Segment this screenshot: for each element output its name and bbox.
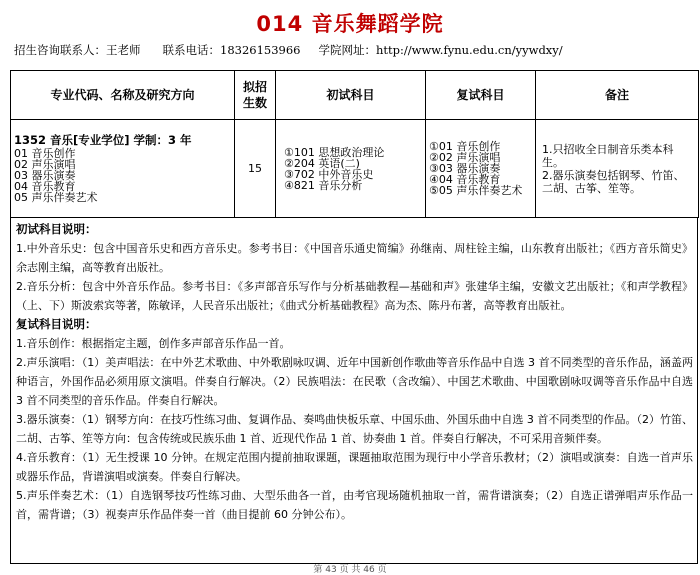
- notes-section: [10, 218, 698, 564]
- header-major: 专业代码、名称及研究方向: [11, 71, 235, 120]
- retest-note-item: 2.声乐演唱：（1）美声唱法：在中外艺术歌曲、中外歌剧咏叹调、近年中国新创作歌曲等音乐作品中自选 3 首不同类型的音乐作品，涵盖两种语言，外国作品必须用原文演唱。伴奏自行解决。（2）民族唱法：在民歌（含改编）、中国艺术歌曲、中国歌剧咏叹调等音乐作品中自选 3 首不同类型的音乐作品。伴奏自行解决。: [16, 356, 693, 407]
- retest-note-item: 1.音乐创作：根据指定主题，创作多声部音乐作品一首。: [16, 337, 291, 350]
- contact-website: 学院网址：http://www.fynu.edu.cn/yywdxy/: [318, 43, 563, 57]
- header-initial-subjects: 初试科目: [276, 71, 426, 120]
- initial-note-item: 2.音乐分析：包含中外音乐作品。参考书目：《多声部音乐写作与分析基础教程—基础和声》张建华主编，安徽文艺出版社；《和声学教程》（上、下）斯波索宾等著，陈敏译，人民音乐出版社；《曲式分析基础教程》高为杰、陈丹布著，高等教育出版社。: [16, 280, 693, 312]
- retest-note-item: 5.声乐伴奏艺术：（1）自选钢琴技巧性练习曲、大型乐曲各一首，由考官现场随机抽取一首，需背谱演奏；（2）自选正谱弹唱声乐作品一首，需背谱；（3）视奏声乐作品伴奏一首（曲目提前 60 分钟公布）。: [16, 489, 693, 521]
- remark-item: 1.只招收全日制音乐类本科生。: [542, 142, 674, 169]
- direction-item: 05 声乐伴奏艺术: [14, 190, 98, 204]
- retest-subject: ⑤05 声乐伴奏艺术: [429, 184, 523, 197]
- retest-subject: ①01 音乐创作: [429, 140, 501, 153]
- initial-subject: ②204 英语(二): [284, 156, 360, 170]
- direction-item: 04 音乐教育: [14, 179, 76, 193]
- retest-subject: ②02 声乐演唱: [429, 151, 501, 164]
- table-header-row: [11, 71, 699, 120]
- header-remarks: 备注: [536, 71, 699, 120]
- retest-notes-title: 复试科目说明：: [16, 317, 97, 331]
- page-footer: 第 43 页 共 46 页: [313, 565, 387, 575]
- initial-notes-title: 初试科目说明：: [16, 222, 97, 236]
- contact-phone: 联系电话：18326153966: [162, 43, 301, 57]
- remark-item: 2.器乐演奏包括钢琴、竹笛、二胡、古筝、笙等。: [542, 168, 685, 195]
- plan-count: 15: [235, 120, 276, 218]
- initial-subject: ④821 音乐分析: [284, 178, 363, 192]
- major-name: 1352 音乐[专业学位] 学制：3 年: [14, 132, 192, 147]
- retest-subjects-cell: [426, 120, 536, 218]
- major-cell: [11, 120, 235, 218]
- direction-item: 03 器乐演奏: [14, 168, 76, 182]
- remarks-cell: [536, 120, 699, 218]
- direction-item: 02 声乐演唱: [14, 157, 76, 171]
- table-row: [11, 120, 699, 218]
- admission-table: [10, 70, 699, 218]
- retest-note-item: 3.器乐演奏：（1）钢琴方向：在技巧性练习曲、复调作品、奏鸣曲快板乐章、中国乐曲、外国乐曲中自选 3 首不同类型的作品。（2）竹笛、二胡、古筝、笙等方向：包含传统或民族乐曲 1 首、近现代作品 1 首、协奏曲 1 首。伴奏自行解决，不可采用音频伴奏。: [16, 413, 693, 445]
- initial-subject: ①101 思想政治理论: [284, 145, 385, 159]
- initial-note-item: 1.中外音乐史：包含中国音乐史和西方音乐史。参考书目：《中国音乐通史简编》孙继南、周柱铨主编，山东教育出版社；《西方音乐简史》余志刚主编，高等教育出版社。: [16, 242, 693, 274]
- header-plan: 拟招生数: [235, 71, 276, 120]
- initial-subject: ③702 中外音乐史: [284, 167, 374, 181]
- header-retest-subjects: 复试科目: [426, 71, 536, 120]
- contact-person: 招生咨询联系人：王老师: [14, 43, 141, 57]
- contact-line: [14, 42, 694, 58]
- retest-note-item: 4.音乐教育：（1）无生授课 10 分钟。在规定范围内提前抽取课题，课题抽取范围为现行中小学音乐教材；（2）演唱或演奏：自选一首声乐或器乐作品，背谱演唱或演奏。伴奏自行解决。: [16, 451, 693, 483]
- retest-subject: ③03 器乐演奏: [429, 162, 501, 175]
- direction-item: 01 音乐创作: [14, 146, 76, 160]
- page-title: 014 音乐舞蹈学院: [256, 12, 444, 36]
- initial-subjects-cell: [276, 120, 426, 218]
- retest-subject: ④04 音乐教育: [429, 173, 501, 186]
